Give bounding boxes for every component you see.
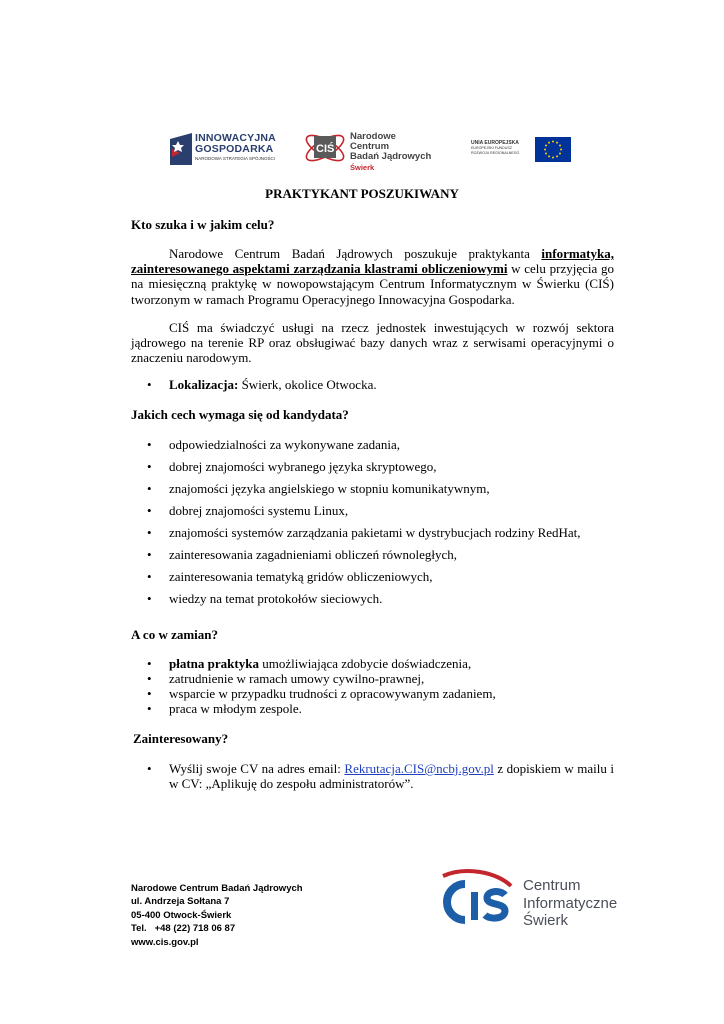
footer-address — [131, 882, 303, 949]
requirement-item: • wiedzy na temat protokołów sieciowych. — [131, 591, 614, 613]
offer-bold: płatna praktyka — [169, 656, 259, 671]
cta-list — [131, 761, 614, 791]
cta-text-b: z dopiskiem w mailu i w CV: „Aplikuję do zespołu administratorów”. — [169, 761, 614, 791]
requirement-item: • dobrej znajomości systemu Linux, — [131, 503, 614, 525]
ue-line2: EUROPEJSKI FUNDUSZ — [471, 146, 512, 150]
page-title: PRAKTYKANT POSZUKIWANY — [265, 186, 459, 201]
ig-line2: GOSPODARKA — [195, 143, 274, 155]
cis-paragraph — [131, 320, 614, 366]
address-line: Narodowe Centrum Badań Jądrowych — [131, 883, 303, 894]
eu-logo — [471, 135, 571, 165]
cta-text-a: Wyślij swoje CV na adres email: — [169, 761, 345, 776]
intro-emphasis: informatyka, zainteresowanego aspektami zarządzania klastrami obliczeniowymi — [131, 246, 614, 277]
requirement-item: • dobrej znajomości wybranego języka skryptowego, — [131, 459, 614, 481]
ncbj-line3: Świerk — [350, 163, 375, 172]
cis-line2: Informatyczne — [523, 894, 618, 912]
email-link[interactable]: Rekrutacja.CIS@ncbj.gov.pl — [344, 761, 494, 776]
ncbj-line2: Badań Jądrowych — [350, 151, 432, 162]
location-item — [131, 377, 614, 392]
cis-mark-icon — [435, 868, 521, 938]
heading-offer: A co w zamian? — [131, 627, 219, 642]
offer-item: • zatrudnienie w ramach umowy cywilno-prawnej, — [131, 671, 614, 686]
heading-requirements: Jakich cech wymaga się od kandydata? — [131, 407, 349, 422]
location-list — [131, 377, 614, 392]
address-line: 05-400 Otwock-Świerk — [131, 909, 232, 921]
ig-emblem-icon — [168, 131, 194, 167]
requirement-item: • znajomości języka angielskiego w stopniu komunikatywnym, — [131, 481, 614, 503]
ncbj-line1: Narodowe Centrum — [350, 131, 396, 152]
requirement-item: • zainteresowania tematyką gridów obliczeniowych, — [131, 569, 614, 591]
requirement-item: • odpowiedzialności za wykonywane zadania, — [131, 437, 614, 459]
cis-logo — [435, 868, 635, 938]
cis-line3: Świerk — [523, 912, 569, 929]
location-label: Lokalizacja: — [169, 377, 239, 392]
ig-line3: NARODOWA STRATEGIA SPÓJNOŚCI — [195, 156, 276, 161]
ig-line1: INNOWACYJNA — [195, 132, 276, 144]
requirements-list — [131, 437, 614, 613]
offer-item — [131, 656, 614, 671]
intro-text-a: Narodowe Centrum Badań Jądrowych poszukuje praktykanta — [169, 246, 542, 261]
location-value: Świerk, okolice Otwocka. — [238, 377, 377, 392]
eu-flag-icon — [535, 137, 571, 162]
requirement-item: • zainteresowania zagadnieniami obliczeń równoległych, — [131, 547, 614, 569]
atom-icon — [302, 126, 348, 170]
offer-item: • wsparcie w przypadku trudności z opracowywanym zadaniem, — [131, 686, 614, 701]
ncbj-logo — [302, 126, 434, 170]
website-link[interactable]: www.cis.gov.pl — [131, 936, 199, 948]
svg-text:CIŚ: CIŚ — [316, 143, 335, 155]
intro-text-c: w celu przyjęcia go na miesięczną praktykę w nowopowstającym Centrum Informatycznym w Świerku (CIŚ) tworzonym w ramach Programu Operacyjnego Innowacyjna Gospodarka. — [131, 261, 614, 307]
intro-paragraph — [131, 246, 614, 307]
offer-item: • praca w młodym zespole. — [131, 701, 614, 716]
ue-line1: UNIA EUROPEJSKA — [471, 140, 519, 146]
address-line: Tel. +48 (22) 718 06 87 — [131, 923, 236, 935]
ue-line3: ROZWOJU REGIONALNEGO — [471, 151, 520, 155]
cta-item — [131, 761, 614, 791]
offer-item-rest: umożliwiająca zdobycie doświadczenia, — [258, 656, 472, 671]
heading-interested: Zainteresowany? — [133, 731, 229, 746]
requirement-item: • znajomości systemów zarządzania pakietami w dystrybucjach rodziny RedHat, — [131, 525, 614, 547]
cis-line1: Centrum — [523, 877, 581, 894]
innowacyjna-gospodarka-logo — [168, 129, 303, 169]
offer-list — [131, 656, 614, 716]
address-line: ul. Andrzeja Sołtana 7 — [131, 896, 230, 908]
heading-who: Kto szuka i w jakim celu? — [131, 217, 275, 232]
cis-text: CIŚ ma świadczyć usługi na rzecz jednostek inwestujących w rozwój sektora jądrowego na terenie RP oraz obsługiwać bazy danych wraz z serwisami operacyjnymi o znaczeniu narodowym. — [131, 320, 614, 366]
